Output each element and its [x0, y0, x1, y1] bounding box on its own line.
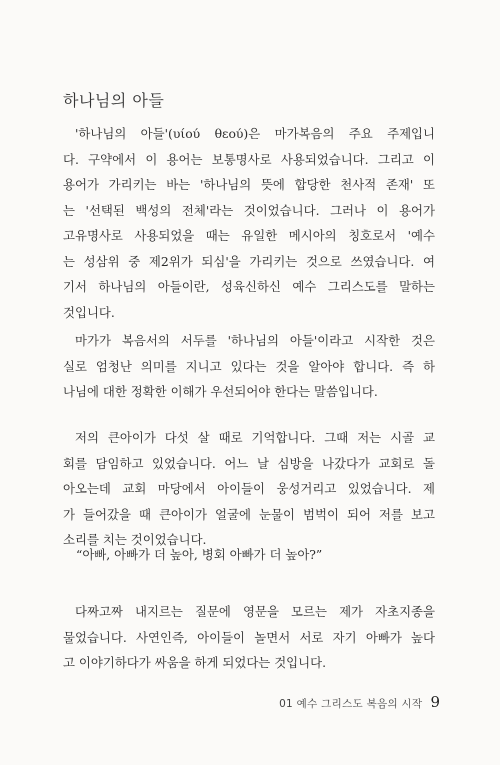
section-title: 하나님의 아들: [63, 91, 165, 110]
text-line: 소리를 치는 것이었습니다.: [63, 532, 207, 547]
running-footer-chapter: 01 예수 그리스도 복음의 시작: [279, 698, 423, 710]
text-line: 것입니다.: [63, 304, 115, 320]
text-line: 마가가 복음서의 서두를 '하나님의 아들'이라고 시작한 것은: [75, 333, 435, 348]
text-line: 는 '선택된 백성의 전체'라는 것이었습니다. 그러나 이 용어가: [63, 202, 435, 218]
paragraph-4: [63, 599, 435, 676]
paragraph-1: [63, 121, 435, 325]
text-line: 가 들어갔을 때 큰아이가 얼굴에 눈물이 범벅이 되어 저를 보고: [63, 506, 435, 522]
dialogue-quote: “아빠, 아빠가 더 높아, 병회 아빠가 더 높아?”: [76, 547, 323, 562]
text-line: 나님에 대한 정확한 이해가 우선되어야 한다는 말씀입니다.: [63, 384, 378, 399]
text-line: 아오는데 교회 마당에서 아이들이 웅성거리고 있었습니다. 제: [63, 481, 435, 496]
page-footer: [279, 693, 440, 711]
text-line: 는 성삼위 중 제2위가 되심'을 가리키는 것으로 쓰였습니다. 여: [63, 253, 435, 269]
text-line: 실로 엄청난 의미를 지니고 있다는 것을 알아야 합니다. 즉 하: [63, 358, 435, 374]
paragraph-3: [63, 425, 435, 553]
text-line: 고 이야기하다가 싸움을 하게 되었다는 것입니다.: [63, 655, 327, 670]
text-line: 다. 구약에서 이 용어는 보통명사로 사용되었습니다. 그리고 이: [63, 151, 435, 167]
text-line: 다짜고짜 내지르는 질문에 영문을 모르는 제가 자초지종을: [75, 604, 435, 619]
text-line: '하나님의 아들'(υίού θεού)은 마가복음의 주요 주제입니: [75, 126, 435, 141]
text-line: 기서 하나님의 아들이란, 성육신하신 예수 그리스도를 말하는: [63, 279, 435, 294]
text-line: 고유명사로 사용되었을 때는 유일한 메시아의 칭호로서 '예수: [63, 228, 435, 243]
paragraph-2: [63, 328, 435, 405]
text-line: 저의 큰아이가 다섯 살 때로 기억합니다. 그때 저는 시골 교: [75, 430, 435, 445]
text-line: 물었습니다. 사연인즉, 아이들이 놀면서 서로 자기 아빠가 높다: [63, 629, 435, 645]
text-line: 용어가 가리키는 바는 '하나님의 뜻에 합당한 천사적 존재' 또: [63, 177, 435, 192]
text-line: 회를 담임하고 있었습니다. 어느 날 심방을 나갔다가 교회로 돌: [63, 455, 435, 471]
page-number: 9: [430, 693, 440, 711]
